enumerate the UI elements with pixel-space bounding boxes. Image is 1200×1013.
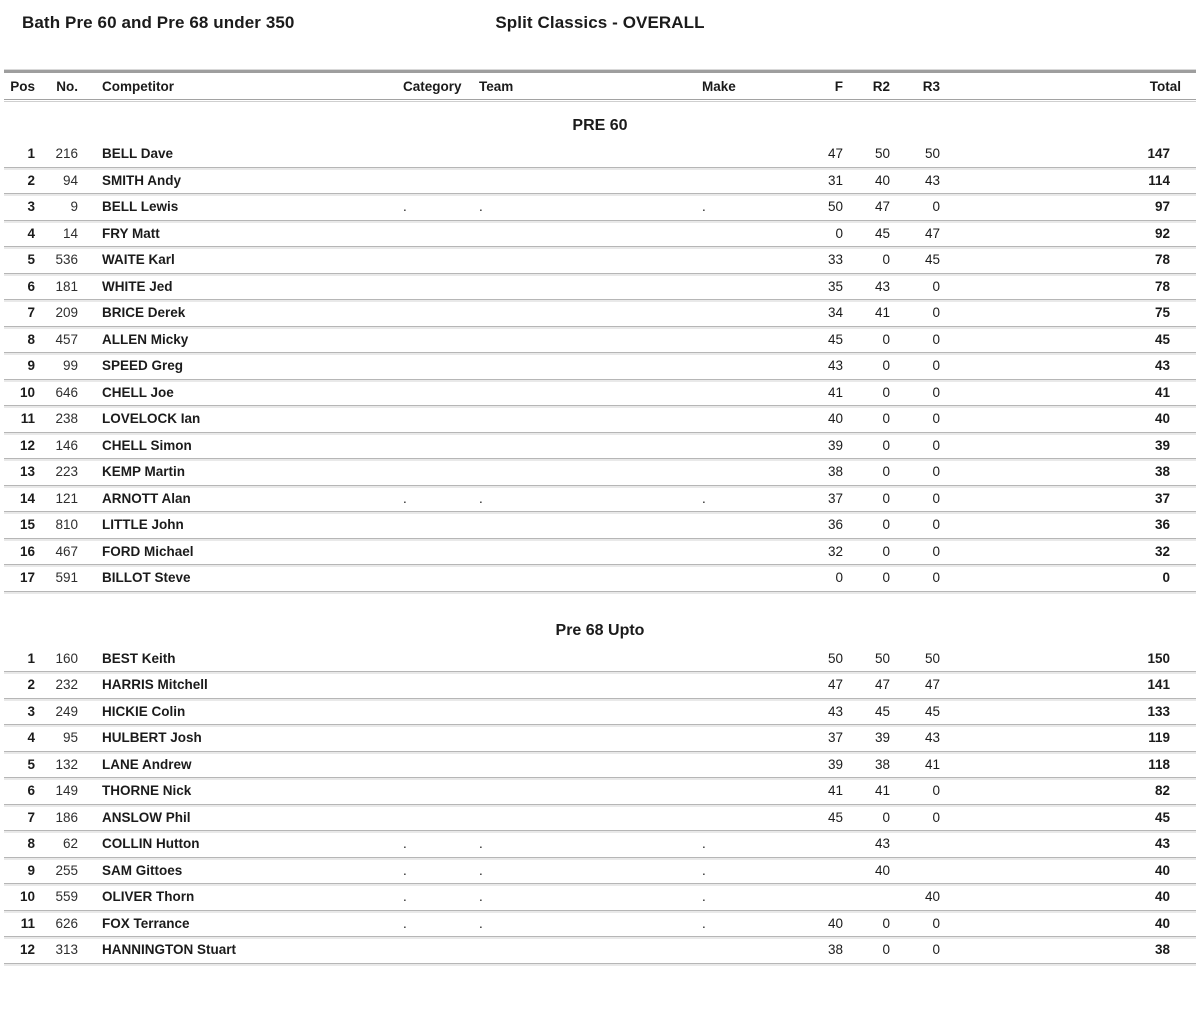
cell-team: .	[479, 862, 483, 878]
col-header-r2: R2	[872, 78, 890, 94]
cell-no: 232	[55, 677, 78, 693]
cell-r2: 0	[882, 942, 890, 958]
cell-pos: 16	[19, 543, 35, 559]
cell-no: 457	[55, 331, 78, 347]
cell-r2: 0	[882, 464, 890, 480]
cell-no: 626	[55, 915, 78, 931]
cell-no: 95	[62, 730, 78, 746]
table-row	[4, 884, 1196, 911]
cell-pos: 9	[27, 358, 35, 374]
cell-pos: 11	[20, 411, 35, 427]
cell-pos: 8	[27, 331, 35, 347]
cell-f: 41	[827, 783, 843, 799]
cell-f: 0	[835, 225, 843, 241]
cell-f: 32	[827, 543, 843, 559]
table-row	[4, 725, 1196, 752]
cell-no: 181	[55, 278, 78, 294]
table-row	[4, 406, 1196, 433]
cell-r2: 0	[882, 384, 890, 400]
cell-category: .	[403, 889, 407, 905]
document-header	[0, 0, 1200, 69]
cell-pos: 3	[27, 199, 35, 215]
cell-competitor: SMITH Andy	[102, 172, 181, 188]
cell-r2: 47	[874, 199, 890, 215]
cell-no: 223	[55, 464, 78, 480]
cell-r3: 40	[924, 889, 940, 905]
cell-total: 43	[1154, 358, 1170, 374]
cell-team: .	[479, 889, 483, 905]
cell-r2: 41	[874, 305, 890, 321]
col-header-total: Total	[1149, 78, 1181, 94]
cell-no: 536	[55, 252, 78, 268]
cell-pos: 7	[27, 305, 35, 321]
cell-competitor: HANNINGTON Stuart	[102, 942, 237, 958]
cell-pos: 1	[27, 146, 35, 162]
cell-total: 133	[1147, 703, 1170, 719]
cell-competitor: CHELL Joe	[102, 384, 174, 400]
cell-competitor: KEMP Martin	[102, 464, 186, 480]
cell-f: 43	[827, 358, 843, 374]
cell-no: 94	[62, 172, 78, 188]
cell-r3: 0	[932, 809, 940, 825]
table-row	[4, 565, 1196, 592]
cell-make: .	[702, 915, 706, 931]
cell-team: .	[479, 490, 483, 506]
cell-competitor: HICKIE Colin	[102, 703, 186, 719]
cell-r2: 0	[882, 809, 890, 825]
cell-no: 160	[55, 650, 78, 666]
cell-pos: 3	[27, 703, 35, 719]
cell-competitor: LOVELOCK Ian	[102, 411, 201, 427]
table-row	[4, 274, 1196, 301]
cell-pos: 13	[19, 464, 35, 480]
cell-r2: 43	[874, 836, 890, 852]
cell-r3: 0	[932, 783, 940, 799]
cell-competitor: BELL Dave	[102, 146, 174, 162]
section-title: Pre 68 Upto	[555, 621, 645, 639]
cell-no: 14	[62, 225, 78, 241]
cell-no: 62	[62, 836, 78, 852]
table-row	[4, 539, 1196, 566]
cell-f: 35	[827, 278, 843, 294]
section-title: PRE 60	[572, 117, 628, 134]
cell-total: 40	[1154, 862, 1170, 878]
table-row	[4, 433, 1196, 460]
cell-total: 37	[1154, 490, 1170, 506]
cell-f: 38	[827, 942, 843, 958]
cell-make: .	[702, 889, 706, 905]
col-header-r3: R3	[922, 78, 940, 94]
cell-r2: 0	[882, 437, 890, 453]
cell-no: 216	[55, 146, 78, 162]
table-row	[4, 752, 1196, 779]
table-row	[4, 778, 1196, 805]
cell-r2: 40	[874, 862, 890, 878]
cell-f: 39	[827, 437, 843, 453]
cell-pos: 5	[27, 756, 35, 772]
cell-f: 43	[827, 703, 843, 719]
cell-r3: 45	[924, 252, 940, 268]
cell-competitor: ANSLOW Phil	[102, 809, 191, 825]
cell-competitor: CHELL Simon	[102, 437, 192, 453]
cell-pos: 8	[27, 836, 35, 852]
cell-make: .	[702, 199, 706, 215]
cell-pos: 1	[27, 650, 35, 666]
cell-r3: 0	[932, 915, 940, 931]
cell-r3: 0	[932, 464, 940, 480]
cell-competitor: SAM Gittoes	[102, 862, 183, 878]
cell-r2: 43	[874, 278, 890, 294]
cell-pos: 11	[20, 915, 35, 931]
cell-r3: 0	[932, 331, 940, 347]
cell-team: .	[479, 836, 483, 852]
header-rule-bottom	[4, 99, 1196, 102]
table-row	[4, 805, 1196, 832]
cell-total: 78	[1154, 252, 1170, 268]
table-row	[4, 831, 1196, 858]
cell-f: 34	[827, 305, 843, 321]
cell-f: 39	[827, 756, 843, 772]
cell-competitor: FRY Matt	[102, 225, 160, 241]
cell-competitor: BELL Lewis	[102, 199, 179, 215]
table-row	[4, 327, 1196, 354]
cell-f: 40	[827, 915, 843, 931]
cell-pos: 15	[19, 517, 35, 533]
cell-total: 39	[1154, 437, 1170, 453]
cell-category: .	[403, 862, 407, 878]
cell-competitor: HARRIS Mitchell	[102, 677, 208, 693]
table-row	[4, 937, 1196, 964]
cell-f: 45	[827, 331, 843, 347]
table-row	[4, 168, 1196, 195]
cell-category: .	[403, 199, 407, 215]
cell-make: .	[702, 862, 706, 878]
cell-r2: 0	[882, 358, 890, 374]
cell-r3: 43	[924, 172, 940, 188]
cell-competitor: WHITE Jed	[102, 278, 173, 294]
cell-competitor: FORD Michael	[102, 543, 194, 559]
cell-total: 36	[1154, 517, 1170, 533]
col-header-team: Team	[479, 78, 514, 94]
cell-pos: 12	[19, 942, 35, 958]
cell-competitor: COLLIN Hutton	[102, 836, 200, 852]
table-row	[4, 221, 1196, 248]
cell-r3: 0	[932, 570, 940, 586]
cell-r2: 39	[874, 730, 890, 746]
table-row	[4, 486, 1196, 513]
cell-f: 41	[827, 384, 843, 400]
cell-pos: 4	[27, 225, 35, 241]
cell-r2: 38	[874, 756, 890, 772]
col-header-category: Category	[403, 78, 462, 94]
cell-total: 75	[1154, 305, 1170, 321]
cell-r3: 47	[924, 677, 940, 693]
cell-no: 313	[55, 942, 78, 958]
cell-r2: 0	[882, 915, 890, 931]
cell-competitor: ALLEN Micky	[102, 331, 189, 347]
cell-total: 40	[1154, 915, 1170, 931]
cell-total: 97	[1154, 199, 1170, 215]
cell-pos: 5	[27, 252, 35, 268]
cell-competitor: LITTLE John	[102, 517, 184, 533]
cell-competitor: SPEED Greg	[102, 358, 184, 374]
col-header-make: Make	[702, 78, 736, 94]
cell-no: 99	[62, 358, 78, 374]
cell-r3: 0	[932, 305, 940, 321]
cell-competitor: LANE Andrew	[102, 756, 192, 772]
cell-r3: 50	[924, 146, 940, 162]
cell-no: 146	[55, 437, 78, 453]
cell-make: .	[702, 490, 706, 506]
table-row	[4, 911, 1196, 938]
cell-competitor: OLIVER Thorn	[102, 889, 195, 905]
cell-r2: 41	[874, 783, 890, 799]
cell-competitor: WAITE Karl	[102, 252, 175, 268]
cell-competitor: BILLOT Steve	[102, 570, 191, 586]
cell-r3: 43	[924, 730, 940, 746]
cell-no: 467	[55, 543, 78, 559]
cell-no: 121	[55, 490, 78, 506]
cell-pos: 6	[27, 278, 35, 294]
cell-f: 31	[827, 172, 843, 188]
cell-total: 0	[1162, 570, 1170, 586]
cell-category: .	[403, 915, 407, 931]
table-row	[4, 858, 1196, 885]
cell-total: 114	[1148, 172, 1170, 188]
cell-pos: 2	[27, 172, 35, 188]
cell-total: 147	[1147, 146, 1170, 162]
cell-f: 0	[835, 570, 843, 586]
cell-r2: 50	[874, 146, 890, 162]
cell-r3: 0	[932, 437, 940, 453]
cell-make: .	[702, 836, 706, 852]
column-header-row	[4, 73, 1196, 99]
cell-competitor: ARNOTT Alan	[102, 490, 191, 506]
cell-r2: 0	[882, 411, 890, 427]
cell-total: 38	[1154, 464, 1170, 480]
cell-r3: 0	[932, 199, 940, 215]
cell-no: 810	[55, 517, 78, 533]
cell-total: 82	[1154, 783, 1170, 799]
cell-no: 9	[70, 199, 78, 215]
cell-pos: 12	[19, 437, 35, 453]
cell-total: 45	[1154, 331, 1170, 347]
cell-no: 132	[55, 756, 78, 772]
cell-competitor: FOX Terrance	[102, 915, 190, 931]
cell-no: 249	[55, 703, 78, 719]
cell-r2: 45	[874, 703, 890, 719]
cell-r2: 50	[874, 650, 890, 666]
cell-f: 50	[827, 650, 843, 666]
report-title: Split Classics - OVERALL	[495, 13, 705, 32]
cell-r3: 0	[932, 411, 940, 427]
cell-team: .	[479, 199, 483, 215]
cell-total: 45	[1154, 809, 1170, 825]
cell-r3: 0	[932, 384, 940, 400]
cell-total: 40	[1154, 889, 1170, 905]
cell-r2: 0	[882, 490, 890, 506]
table-body	[4, 115, 1196, 964]
cell-total: 118	[1148, 756, 1170, 772]
cell-f: 50	[827, 199, 843, 215]
cell-r2: 45	[874, 225, 890, 241]
cell-pos: 9	[27, 862, 35, 878]
table-row	[4, 380, 1196, 407]
cell-total: 119	[1148, 730, 1170, 746]
table-row	[4, 512, 1196, 539]
cell-pos: 6	[27, 783, 35, 799]
cell-no: 559	[55, 889, 78, 905]
cell-r3: 0	[932, 543, 940, 559]
cell-no: 591	[55, 570, 78, 586]
cell-r2: 0	[882, 252, 890, 268]
cell-r2: 47	[874, 677, 890, 693]
cell-total: 40	[1154, 411, 1170, 427]
cell-f: 45	[827, 809, 843, 825]
cell-total: 32	[1154, 543, 1170, 559]
cell-r2: 0	[882, 543, 890, 559]
table-row	[4, 459, 1196, 486]
cell-competitor: THORNE Nick	[102, 783, 192, 799]
table-row	[4, 672, 1196, 699]
cell-pos: 14	[19, 490, 35, 506]
cell-competitor: HULBERT Josh	[102, 730, 202, 746]
cell-f: 36	[827, 517, 843, 533]
cell-category: .	[403, 836, 407, 852]
cell-total: 38	[1154, 942, 1170, 958]
cell-competitor: BEST Keith	[102, 650, 176, 666]
cell-pos: 2	[27, 677, 35, 693]
table-row	[4, 194, 1196, 221]
cell-pos: 7	[27, 809, 35, 825]
cell-team: .	[479, 915, 483, 931]
cell-r2: 0	[882, 517, 890, 533]
cell-f: 38	[827, 464, 843, 480]
table-row	[4, 300, 1196, 327]
cell-r3: 0	[932, 490, 940, 506]
cell-total: 92	[1154, 225, 1170, 241]
cell-r3: 0	[932, 278, 940, 294]
cell-f: 37	[827, 730, 843, 746]
cell-r2: 0	[882, 331, 890, 347]
cell-f: 47	[827, 146, 843, 162]
col-header-f: F	[834, 78, 843, 94]
cell-r2: 40	[874, 172, 890, 188]
cell-pos: 17	[19, 570, 35, 586]
cell-pos: 10	[19, 889, 35, 905]
cell-category: .	[403, 490, 407, 506]
cell-no: 646	[55, 384, 78, 400]
cell-r3: 0	[932, 358, 940, 374]
col-header-pos: Pos	[10, 78, 35, 94]
cell-total: 41	[1154, 384, 1170, 400]
cell-r3: 47	[924, 225, 940, 241]
table-row	[4, 141, 1196, 168]
cell-f: 40	[827, 411, 843, 427]
cell-no: 209	[55, 305, 78, 321]
col-header-no: No.	[56, 78, 78, 94]
cell-f: 37	[827, 490, 843, 506]
table-row	[4, 247, 1196, 274]
cell-competitor: BRICE Derek	[102, 305, 186, 321]
cell-no: 255	[55, 862, 78, 878]
cell-no: 149	[55, 783, 78, 799]
event-title: Bath Pre 60 and Pre 68 under 350	[22, 13, 295, 32]
cell-total: 43	[1154, 836, 1170, 852]
table-row	[4, 699, 1196, 726]
cell-total: 78	[1154, 278, 1170, 294]
cell-r3: 45	[924, 703, 940, 719]
cell-f: 33	[827, 252, 843, 268]
col-header-competitor: Competitor	[102, 78, 174, 94]
cell-r3: 50	[924, 650, 940, 666]
table-row	[4, 353, 1196, 380]
cell-pos: 4	[27, 730, 35, 746]
table-row	[4, 646, 1196, 673]
cell-total: 141	[1147, 677, 1170, 693]
cell-f: 47	[827, 677, 843, 693]
results-table	[4, 69, 1196, 964]
cell-r2: 0	[882, 570, 890, 586]
cell-r3: 0	[932, 942, 940, 958]
cell-r3: 0	[932, 517, 940, 533]
cell-no: 186	[55, 809, 78, 825]
cell-r3: 41	[924, 756, 940, 772]
cell-pos: 10	[19, 384, 35, 400]
cell-no: 238	[55, 411, 78, 427]
cell-total: 150	[1147, 650, 1170, 666]
